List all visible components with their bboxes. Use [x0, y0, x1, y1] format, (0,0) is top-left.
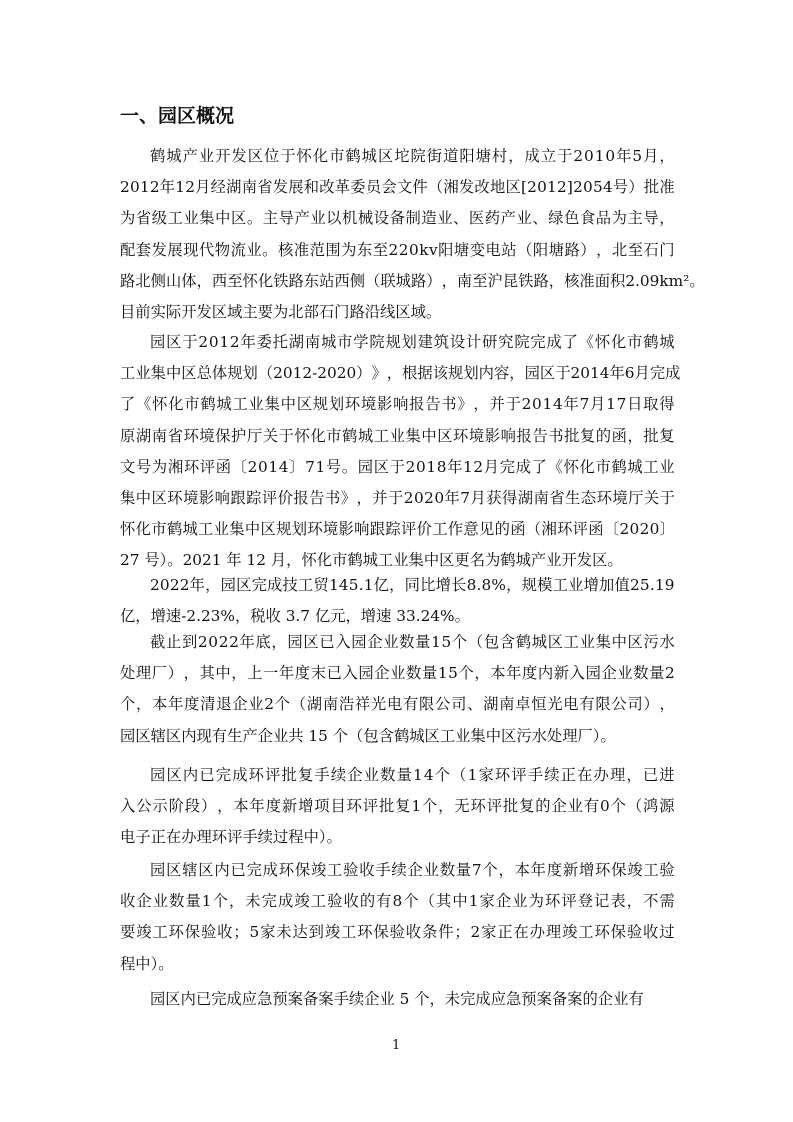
paragraph-1-line-4: 配 套 发 展 现 代 物 流 业 。 核 准 范 围 为 东 至 2 2 0 k v 阳 塘 变 电 站 （ 阳 塘 路 ） ， 北 至 石 门: [120, 240, 675, 259]
paragraph-4-line-2: 处 理 厂 ） ， 其 中 ， 上 一 年 度 末 已 入 园 企 业 数 量 1 5 个 ， 本 年 度 内 新 入 园 企 业 数 量 2: [120, 664, 675, 683]
page-number: 1: [392, 1038, 401, 1053]
paragraph-1-line-1: 鹤 城 产 业 开 发 区 位 于 怀 化 市 鹤 城 区 坨 院 街 道 阳 塘 村 ， 成 立 于 2 0 1 0 年 5 月 ，: [150, 147, 675, 165]
paragraph-4-line-3: 个 ， 本 年 度 清 退 企 业 2 个 （ 湖 南 浩 祥 光 电 有 限 公 司 、 湖 南 卓 恒 光 电 有 限 公 司 ） ，: [120, 695, 675, 714]
paragraph-6-line-1: 园 区 辖 区 内 已 完 成 环 保 竣 工 验 收 手 续 企 业 数 量 7 个 ， 本 年 度 新 增 环 保 竣 工 验: [150, 861, 675, 879]
paragraph-2-line-5: 文 号 为 湘 环 评 函 〔 2 0 1 4 〕 7 1 号 。 园 区 于 2 0 1 8 年 1 2 月 完 成 了 《 怀 化 市 鹤 城 工 业: [120, 457, 675, 476]
paragraph-6-line-2: 收 企 业 数 量 1 个 ， 未 完 成 竣 工 验 收 的 有 8 个 （ 其 中 1 家 企 业 为 环 评 登 记 表 ， 不 需: [120, 892, 675, 911]
paragraph-6-line-3: 要 竣 工 环 保 验 收 ； 5 家 未 达 到 竣 工 环 保 验 收 条 件 ； 2 家 正 在 办 理 竣 工 环 保 验 收 过: [120, 923, 675, 942]
paragraph-3-line-1: 2 0 2 2 年 ， 园 区 完 成 技 工 贸 1 4 5 . 1 亿 ， 同 比 增 长 8 . 8 % ， 规 模 工 业 增 加 值 2 5 . 1 9: [150, 576, 675, 594]
paragraph-1-line-3: 为 省 级 工 业 集 中 区 。 主 导 产 业 以 机 械 设 备 制 造 业 、 医 药 产 业 、 绿 色 食 品 为 主 导 ，: [120, 209, 675, 228]
paragraph-4-line-1: 截 止 到 2 0 2 2 年 底 ， 园 区 已 入 园 企 业 数 量 1 5 个 （ 包 含 鹤 城 区 工 业 集 中 区 污 水: [150, 633, 675, 651]
paragraph-2-line-7: 怀 化 市 鹤 城 工 业 集 中 区 规 划 环 境 影 响 跟 踪 评 价 工 作 意 见 的 函 （ 湘 环 评 函 〔 2 0 2 0 〕: [120, 520, 675, 539]
paragraph-6-line-4: 程中）。: [120, 954, 174, 973]
paragraph-5-line-1: 园 区 内 已 完 成 环 评 批 复 手 续 企 业 数 量 1 4 个 （ 1 家 环 评 手 续 正 在 办 理 ， 已 进: [150, 766, 675, 784]
paragraph-2-line-6: 集 中 区 环 境 影 响 跟 踪 评 价 报 告 书 》 ， 并 于 2 0 2 0 年 7 月 获 得 湖 南 省 生 态 环 境 厅 关 于: [120, 489, 675, 507]
paragraph-2-line-3: 了 《 怀 化 市 鹤 城 工 业 集 中 区 规 划 环 境 影 响 报 告 书 》 ， 并 于 2 0 1 4 年 7 月 1 7 日 取 得: [120, 395, 675, 414]
section-heading: 一、园区概况: [120, 105, 235, 127]
paragraph-1-line-5: 路 北 侧 山 体 ， 西 至 怀 化 铁 路 东 站 西 侧 （ 联 城 路 ） ， 南 至 沪 昆 铁 路 ， 核 准 面 积 2 . 0 9 k m ² 。: [120, 271, 705, 290]
paragraph-3-line-2: 亿，增速-2.23%，税收 3.7 亿元，增速 33.24%。: [120, 607, 470, 626]
paragraph-4-line-4: 园区辖区内现有生产企业共 15 个（包含鹤城区工业集中区污水处理厂）。: [120, 726, 616, 745]
paragraph-2-line-1: 园 区 于 2 0 1 2 年 委 托 湖 南 城 市 学 院 规 划 建 筑 设 计 研 究 院 完 成 了 《 怀 化 市 鹤 城: [150, 333, 675, 351]
paragraph-2-line-8: 27 号）。2021 年 12 月，怀化市鹤城工业集中区更名为鹤城产业开发区。: [120, 551, 623, 570]
paragraph-1-line-6: 目前实际开发区域主要为北部石门路沿线区域。: [120, 303, 442, 321]
paragraph-7-line-1: 园区内已完成应急预案备案手续企业 5 个，未完成应急预案备案的企业有: [150, 990, 644, 1008]
paragraph-2-line-2: 工 业 集 中 区 总 体 规 划 （ 2 0 1 2 - 2 0 2 0 ） 》 ， 根 据 该 规 划 内 容 ， 园 区 于 2 0 1 4 年 6 月 完 成: [120, 364, 681, 383]
paragraph-5-line-3: 电子正在办理环评手续过程中）。: [120, 828, 342, 847]
paragraph-5-line-2: 入 公 示 阶 段 ） ， 本 年 度 新 增 项 目 环 评 批 复 1 个 ， 无 环 评 批 复 的 企 业 有 0 个 （ 鸿 源: [120, 797, 675, 816]
paragraph-1-line-2: 2 0 1 2 年 1 2 月 经 湖 南 省 发 展 和 改 革 委 员 会 文 件 （ 湘 发 改 地 区 [ 2 0 1 2 ] 2 0 5 4 号 ） 批 准: [120, 178, 675, 197]
paragraph-2-line-4: 原 湖 南 省 环 境 保 护 厅 关 于 怀 化 市 鹤 城 工 业 集 中 区 环 境 影 响 报 告 书 批 复 的 函 ， 批 复: [120, 426, 675, 445]
